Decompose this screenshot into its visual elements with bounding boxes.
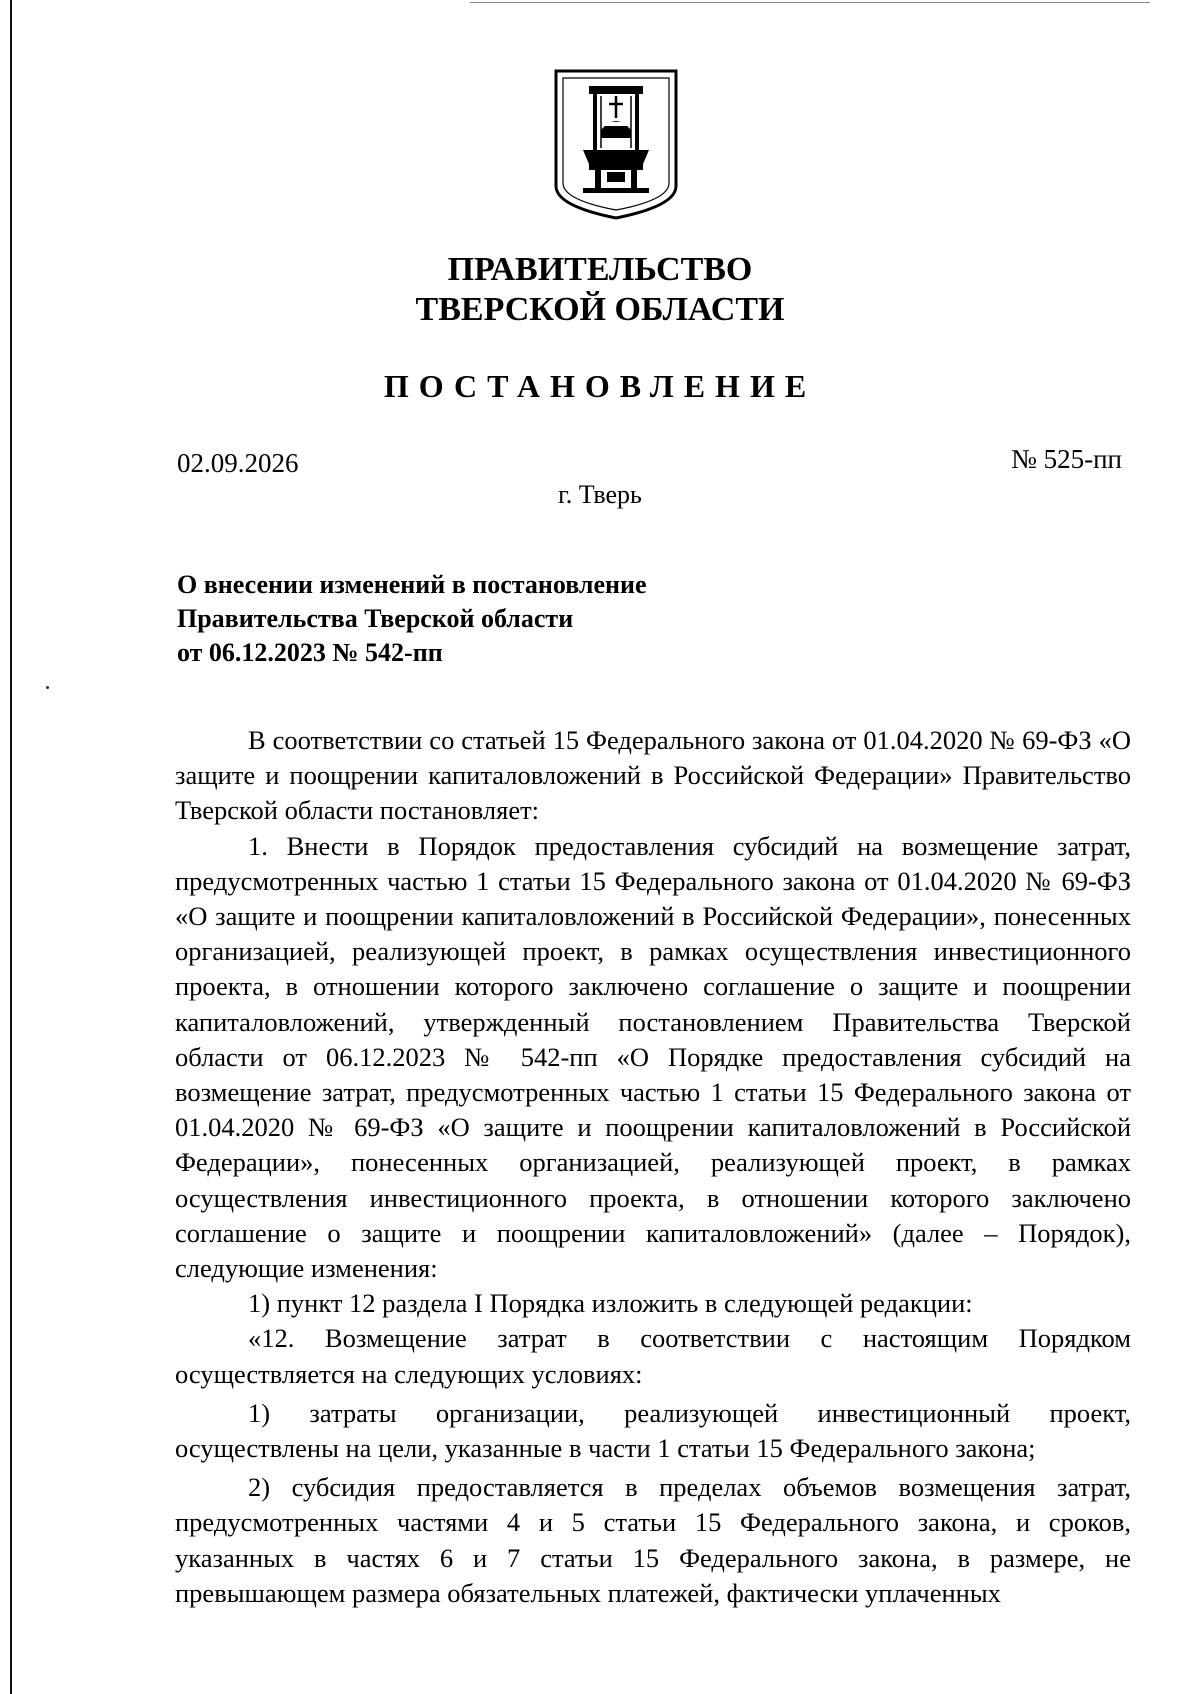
paragraph-condition-1: 1) затраты организации, реализующей инвестиционный проект, осуществлены на цели, указанные в части 1 статьи 15 Федерального закона; (175, 1397, 1131, 1464)
document-date: 02.09.2026 (177, 448, 299, 478)
document-body (175, 723, 1131, 1611)
paragraph-clause-12: «12. Возмещение затрат в соответствии с настоящим Порядком осуществляется на следующих условиях: (175, 1323, 1131, 1389)
government-name-line2: ТВЕРСКОЙ ОБЛАСТИ (415, 291, 785, 328)
document-number: № 525-пп (1011, 444, 1122, 474)
coat-of-arms-icon (553, 68, 679, 220)
subject-line: О внесении изменений в постановление (177, 570, 647, 599)
document-type-title: ПОСТАНОВЛЕНИЕ (383, 368, 817, 404)
document-subject (177, 568, 647, 670)
paragraph-subitem-1: 1) пункт 12 раздела I Порядка изложить в следующей редакции: (248, 1288, 973, 1319)
paragraph-preamble: В соответствии со статьей 15 Федерального закона от 01.04.2020 № 69-ФЗ «О защите и поощрении капиталовложений в Российской Федерации» Правительство Тверской области постановляет: (175, 725, 1131, 826)
document-city: г. Тверь (558, 480, 642, 509)
subject-line: Правительства Тверской области (177, 604, 574, 633)
subject-line: от 06.12.2023 № 542-пп (177, 638, 443, 667)
scan-speck (46, 686, 49, 689)
paragraph-item-1: 1. Внести в Порядок предоставления субсидий на возмещение затрат, предусмотренных частью 1 статьи 15 Федерального закона от 01.04.2020 № 69-ФЗ «О защите и поощрении капиталовложений в Российской Федерации», понесенных организацией, реализующей проект, в рамках осуществления инвестиционного проекта, в отношении которого заключено соглашение о защите и поощрении капиталовложений, утвержденный постановлением Правительства Тверской области от 06.12.2023 № 542-пп «О Порядке предоставления субсидий на возмещение затрат, предусмотренных частью 1 статьи 15 Федерального закона от 01.04.2020 № 69-ФЗ «О защите и поощрении капиталовложений в Российской Федерации», понесенных организацией, реализующей проект, в рамках осуществления инвестиционного проекта, в отношении которого заключено соглашение о защите и поощрении капиталовложений» (далее – Порядок), следующие изменения: (175, 830, 1131, 1284)
scan-top-line (470, 2, 1150, 3)
paragraph-condition-2: 2) субсидия предоставляется в пределах объемов возмещения затрат, предусмотренных частями 4 и 5 статьи 15 Федерального закона, и сроков, указанных в частях 6 и 7 статьи 15 Федерального закона, в размере, не превышающем размера обязательных платежей, фактически уплаченных (175, 1472, 1131, 1608)
government-name-line1: ПРАВИТЕЛЬСТВО (447, 251, 753, 288)
